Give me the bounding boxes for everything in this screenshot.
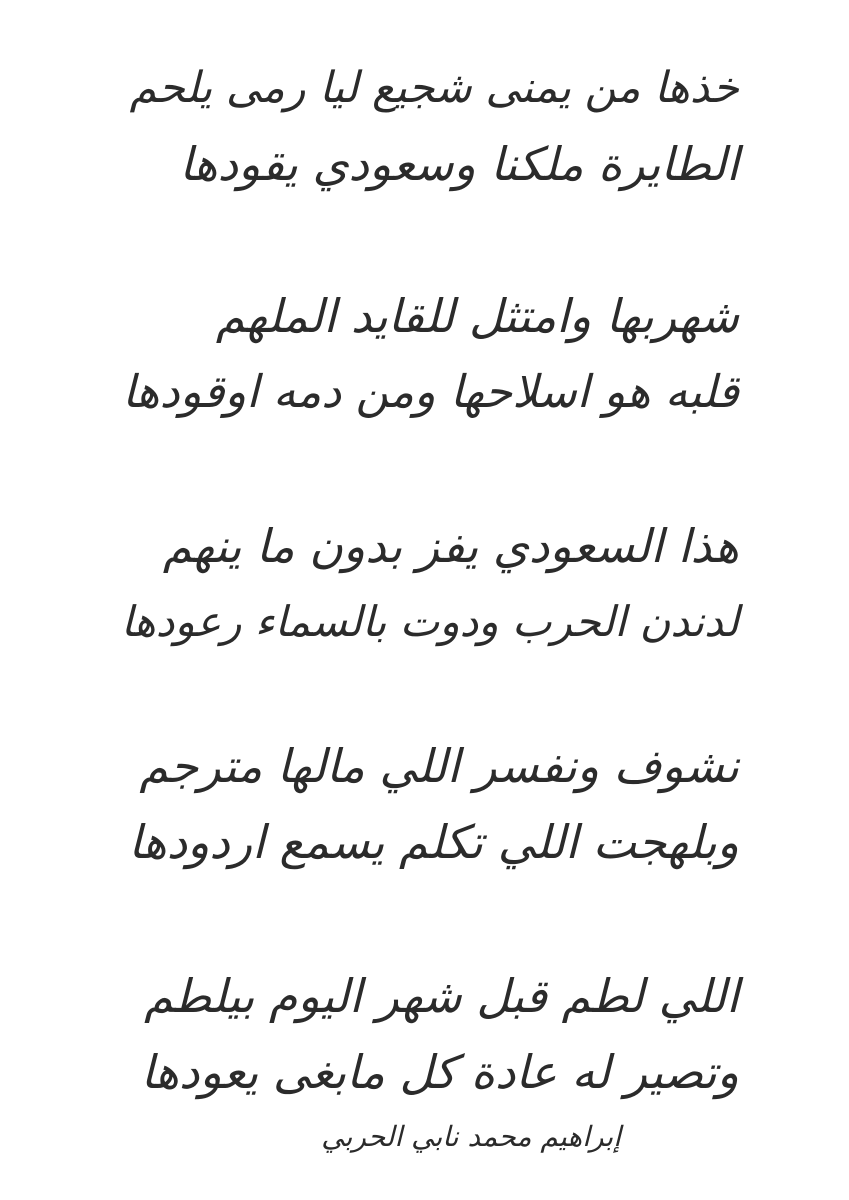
verse-line-3: شهربها وامتثل للقايد الملهم bbox=[215, 289, 739, 343]
stanza-4 bbox=[119, 728, 739, 880]
stanza-2 bbox=[119, 278, 739, 430]
verse-line-2: الطايرة ملكنا وسعودي يقودها bbox=[179, 137, 739, 191]
stanza-3 bbox=[119, 508, 739, 660]
verse-line-10: وتصير له عادة كل مابغى يعودها bbox=[140, 1045, 739, 1099]
stanza-5 bbox=[119, 958, 739, 1110]
verse-line-6: لدندن الحرب ودوت بالسماء رعودها bbox=[120, 597, 739, 646]
verse-line-8: وبلهجت اللي تكلم يسمع اردودها bbox=[128, 815, 739, 869]
verse-line-7: نشوف ونفسر اللي مالها مترجم bbox=[139, 739, 739, 793]
verse-line-9: اللي لطم قبل شهر اليوم بيلطم bbox=[144, 969, 739, 1023]
verse-line-4: قلبه هو اسلاحها ومن دمه اوقودها bbox=[122, 365, 739, 418]
author-name: إبراهيم محمد نابي الحربي bbox=[321, 1120, 621, 1153]
stanza-1 bbox=[119, 50, 739, 202]
verse-line-5: هذا السعودي يفز بدون ما ينهم bbox=[162, 519, 739, 573]
verse-line-1: خذها من يمنى شجيع ليا رمى يلحم bbox=[129, 63, 739, 113]
